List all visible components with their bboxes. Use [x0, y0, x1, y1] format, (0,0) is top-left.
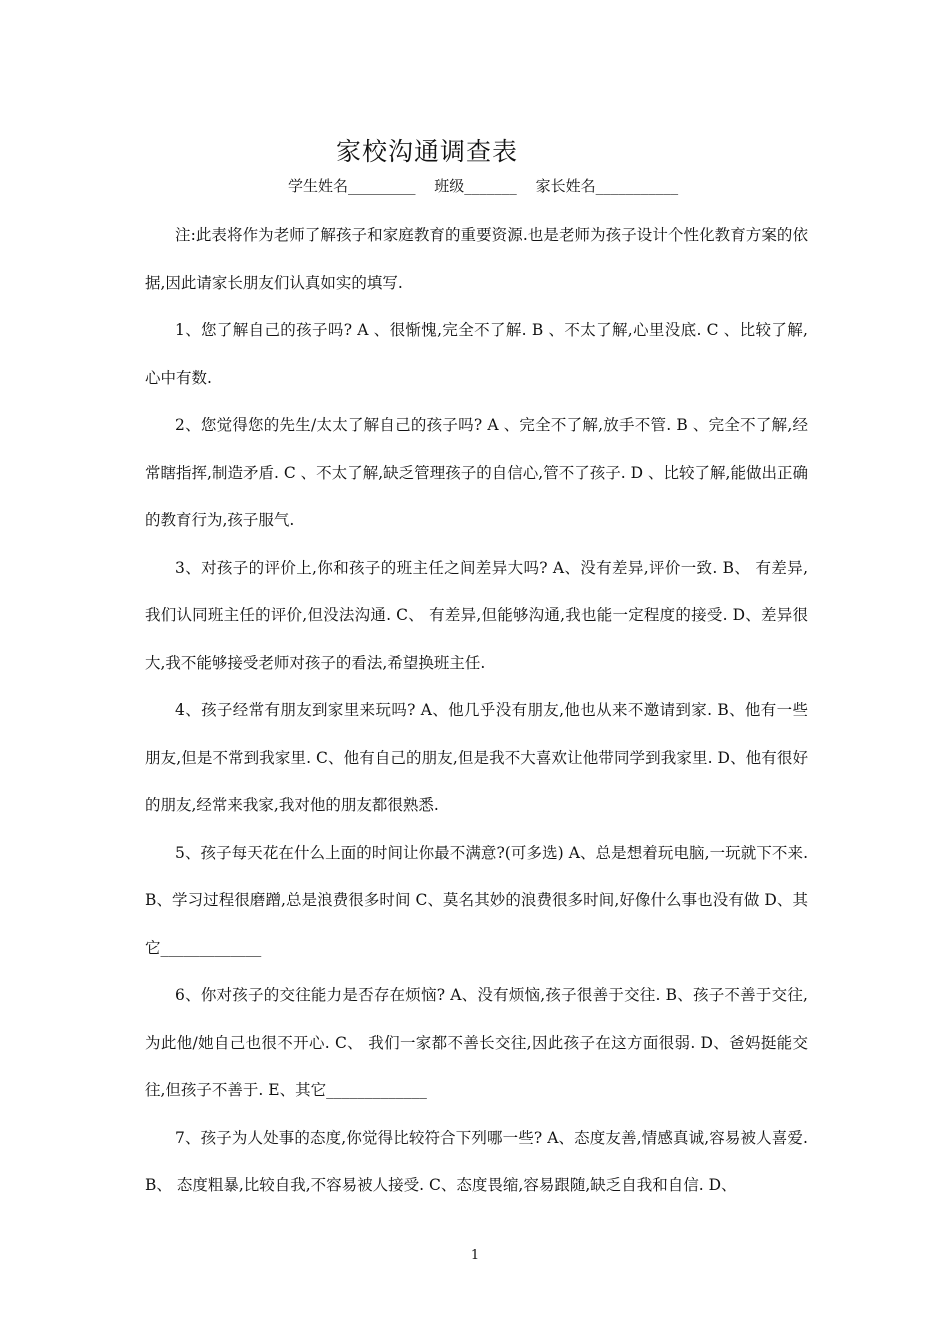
question-2: 2、您觉得您的先生/太太了解自己的孩子吗? A 、完全不了解,放手不管. B 、完全不了解,经常瞎指挥,制造矛盾. C 、不太了解,缺乏管理孩子的自信心,管不了孩子. D 、比较了解,能做出正确的教育行为,孩子服气. [145, 416, 808, 529]
question-6: 6、你对孩子的交往能力是否存在烦恼? A、没有烦恼,孩子很善于交往. B、孩子不善于交往,为此他/她自己也很不开心. C、 我们一家都不善长交往,因此孩子在这方面很弱. D、爸妈挺能交往,但孩子不善于. E、其它_____________ [145, 986, 808, 1099]
parent-name-field: 家长姓名___________ [535, 177, 679, 195]
info-line [288, 175, 678, 196]
question-7: 7、孩子为人处事的态度,你觉得比较符合下列哪一些? A、态度友善,情感真诚,容易被人喜爱. B、 态度粗暴,比较自我,不容易被人接受. C、态度畏缩,容易跟随,缺乏自我和自信. D、 [145, 1128, 808, 1194]
page-title: 家校沟通调查表 [336, 137, 519, 166]
survey-body [145, 212, 808, 1210]
student-name-field: 学生姓名_________ [288, 177, 416, 195]
question-5: 5、孩子每天花在什么上面的时间让你最不满意?(可多选) A、总是想着玩电脑,一玩就下不来. B、学习过程很磨蹭,总是浪费很多时间 C、莫名其妙的浪费很多时间,好像什么事也没有做 D、其它_____________ [145, 843, 808, 957]
question-3: 3、对孩子的评价上,你和孩子的班主任之间差异大吗? A、没有差异,评价一致. B、 有差异,我们认同班主任的评价,但没法沟通. C、 有差异,但能够沟通,我也能一定程度的接受. D、差异很大,我不能够接受老师对孩子的看法,希望换班主任. [145, 558, 808, 672]
class-field: 班级_______ [434, 177, 517, 195]
question-1: 1、您了解自己的孩子吗? A 、很惭愧,完全不了解. B 、不太了解,心里没底. C 、比较了解,心中有数. [145, 321, 808, 387]
note-paragraph: 注:此表将作为老师了解孩子和家庭教育的重要资源.也是老师为孩子设计个性化教育方案的依据,因此请家长朋友们认真如实的填写. [145, 226, 808, 292]
page-number: 1 [470, 1248, 480, 1263]
question-4: 4、孩子经常有朋友到家里来玩吗? A、他几乎没有朋友,他也从来不邀请到家. B、他有一些朋友,但是不常到我家里. C、他有自己的朋友,但是我不大喜欢让他带同学到我家里. D、他有很好的朋友,经常来我家,我对他的朋友都很熟悉. [145, 701, 808, 814]
